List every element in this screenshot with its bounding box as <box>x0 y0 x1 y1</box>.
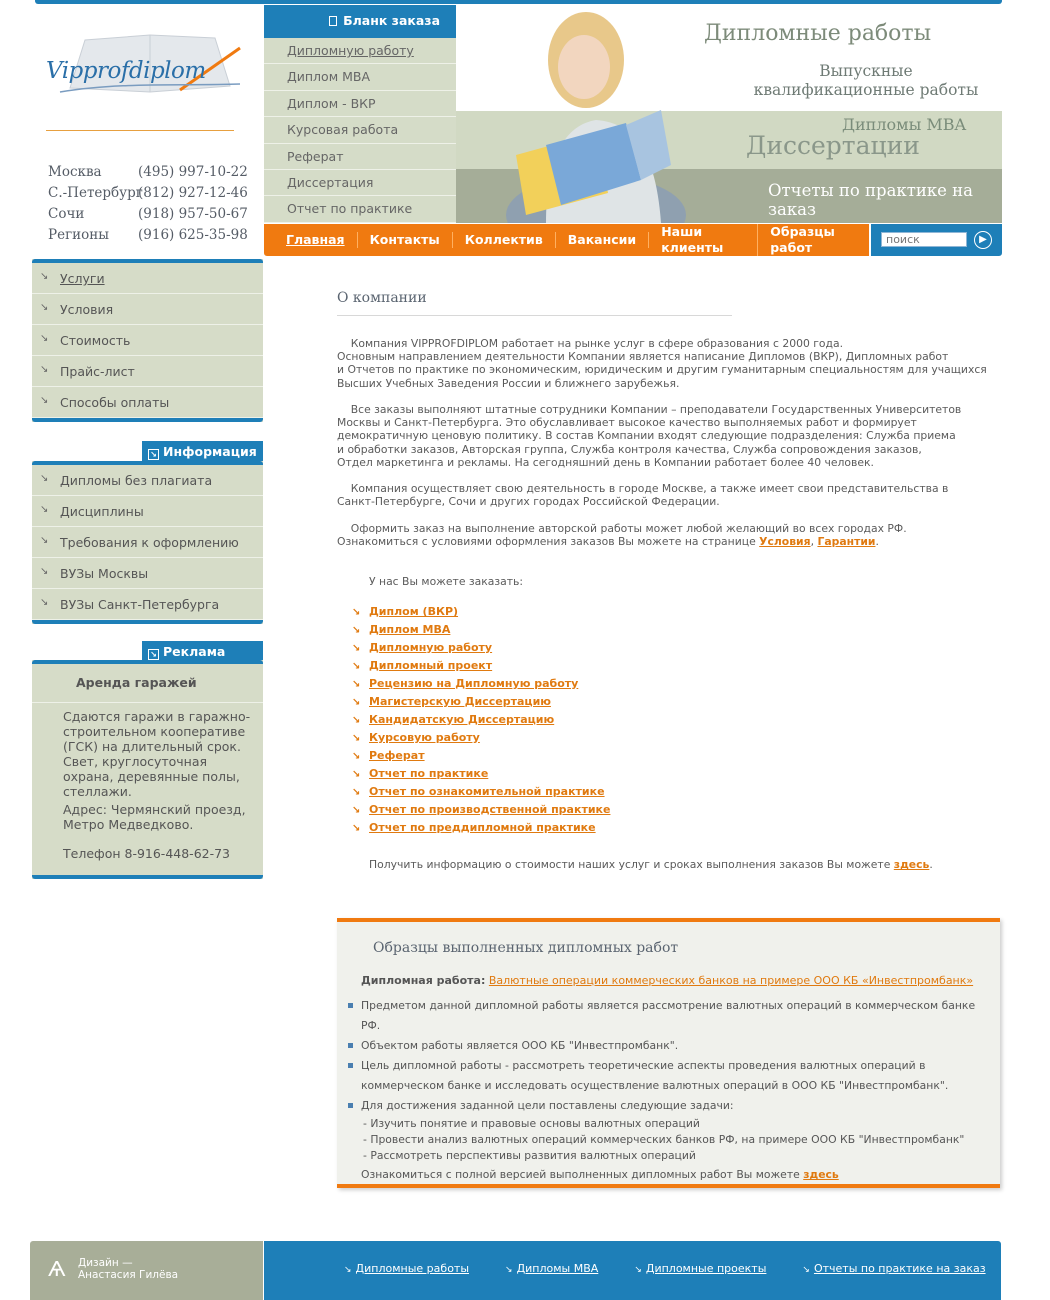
arrow-icon: ↘ <box>352 697 361 708</box>
list-item <box>352 801 610 819</box>
sidebar-item-conditions[interactable]: ↘ Условия <box>32 294 263 325</box>
arrow-icon: ↘ <box>352 625 361 636</box>
order-menu-header[interactable] <box>264 5 456 38</box>
arrow-box-icon: ↘ <box>148 449 159 460</box>
sidebar-item-pricelist[interactable]: ↘ Прайс-лист <box>32 356 263 387</box>
banner-reports: Отчеты по практике на заказ <box>768 181 974 219</box>
order-link[interactable]: Отчет по производственной практике <box>369 803 611 816</box>
order-item[interactable]: Дипломную работу <box>264 38 456 64</box>
list-item <box>352 729 610 747</box>
order-item[interactable]: Диплом MBA <box>264 64 456 90</box>
list-item <box>352 639 610 657</box>
order-link[interactable]: Отчет по преддипломной практике <box>369 821 596 834</box>
bullet-icon <box>348 1063 353 1068</box>
list-item <box>352 693 610 711</box>
banner-mba: Дипломы MBA <box>842 115 967 134</box>
order-item[interactable]: Реферат <box>264 144 456 170</box>
bullet-icon <box>348 1003 353 1008</box>
samples-box <box>337 918 1000 1188</box>
contact-row <box>48 162 248 183</box>
footer-link[interactable]: ↘ Отчеты по практике на заказ <box>802 1262 986 1275</box>
order-menu <box>264 5 456 223</box>
sidebar-item-info[interactable]: ↘ Дисциплины <box>32 496 263 527</box>
contact-phone: (495) 997-10-22 <box>138 164 248 180</box>
nav-vacancies[interactable]: Вакансии <box>556 232 649 248</box>
arrow-icon: ↘ <box>352 643 361 654</box>
logo-divider <box>46 130 234 131</box>
main-nav <box>264 224 869 256</box>
order-link[interactable]: Рецензию на Дипломную работу <box>369 677 579 690</box>
info-header-title: Информация <box>163 444 257 459</box>
order-link[interactable]: Реферат <box>369 749 425 762</box>
title-divider <box>337 315 732 316</box>
samples-title: Образцы выполненных дипломных работ <box>373 940 679 956</box>
list-item <box>352 621 610 639</box>
designer-logo-icon: Ѧ <box>48 1257 66 1281</box>
order-link[interactable]: Дипломный проект <box>369 659 493 672</box>
arrow-icon: ↘ <box>352 787 361 798</box>
nav-home[interactable]: Главная <box>274 232 358 248</box>
arrow-icon: ↘ <box>634 1265 642 1275</box>
list-item <box>352 603 610 621</box>
sample-details <box>347 996 997 1164</box>
order-link[interactable]: Магистерскую Диссертацию <box>369 695 551 708</box>
order-link[interactable]: Диплом MBA <box>369 623 451 636</box>
top-accent-bar <box>35 0 1002 4</box>
order-item[interactable]: Диссертация <box>264 170 456 196</box>
order-item[interactable]: Курсовая работа <box>264 117 456 143</box>
list-item <box>352 819 610 837</box>
arrow-icon: ↘ <box>352 805 361 816</box>
side-bottom-bar <box>32 875 263 879</box>
task-item: - Провести анализ валютных операций коммерческих банков РФ, на примере ООО КБ "Инвестпромбанк" <box>363 1133 965 1146</box>
bullet-icon <box>348 1043 353 1048</box>
about-paragraph-1: Компания VIPPROFDIPLOM работает на рынке услуг в сфере образования с 2000 года. Основным направлением деятельности Компании является написание Дипломов (ВКР), Дипломных работ и Отчетов по практике по экономическим, юридическим и другим гуманитарным специальностям для учащихся Высших Учебных Заведения России и ближнего зарубежья. <box>337 337 987 390</box>
footer-credits <box>30 1241 263 1300</box>
contact-phone: (812) 927-12-46 <box>138 185 248 201</box>
student-photo <box>476 5 706 223</box>
price-info: Получить информацию о стоимости наших услуг и сроках выполнения заказов Вы можете здесь. <box>369 858 933 871</box>
sample-work <box>361 974 973 987</box>
arrow-icon: ↘ <box>40 504 49 515</box>
nav-samples[interactable]: Образцы работ <box>770 224 835 255</box>
price-link[interactable]: здесь <box>893 858 930 871</box>
designer-credit[interactable]: Дизайн — Анастасия Гилёва <box>78 1257 179 1281</box>
ad-text: Сдаются гаражи в гаражно-строительном кооперативе (ГСК) на длительный срок. Свет, круглосуточная охрана, деревянные полы, стеллажи. <box>63 709 251 799</box>
arrow-icon: ↘ <box>344 1265 352 1275</box>
arrow-icon: ↘ <box>40 566 49 577</box>
arrow-icon: ↘ <box>352 733 361 744</box>
nav-clients[interactable]: Наши клиенты <box>649 224 758 256</box>
contact-city: Москва <box>48 164 102 180</box>
ad-address: Адрес: Чермянский проезд, Метро Медведково. <box>63 802 246 832</box>
banner-title: Дипломные работы <box>704 21 932 46</box>
arrow-icon: ↘ <box>352 751 361 762</box>
bullet-icon <box>348 1103 353 1108</box>
order-link[interactable]: Отчет по ознакомительной практике <box>369 785 605 798</box>
banner-subtitle <box>746 62 986 100</box>
arrow-icon: ↘ <box>352 769 361 780</box>
footer-link[interactable]: ↘ Дипломы MBA <box>505 1262 599 1275</box>
logo[interactable] <box>40 30 250 110</box>
list-item <box>352 747 610 765</box>
list-item <box>352 783 610 801</box>
contact-phone: (916) 625-35-98 <box>138 227 248 243</box>
logo-text: Vipprofdiplom <box>46 58 206 84</box>
side-bottom-bar <box>32 620 263 624</box>
list-item <box>352 765 610 783</box>
about-paragraph-4: Оформить заказ на выполнение авторской работы может любой желающий во всех городах РФ. Ознакомиться с условиями оформления заказов Вы можете на странице Условия, Гарантии. <box>337 522 907 549</box>
order-item[interactable]: Диплом - ВКР <box>264 91 456 117</box>
samples-footer: Ознакомиться с полной версией выполненных дипломных работ Вы можете здесь <box>361 1168 839 1181</box>
search-input[interactable] <box>881 232 967 247</box>
contact-city: Сочи <box>48 206 85 222</box>
services-menu <box>32 259 263 422</box>
list-item: Для достижения заданной цели поставлены следующие задачи: <box>347 1096 997 1116</box>
task-item: - Рассмотреть перспективы развития валютных операций <box>363 1149 696 1162</box>
sidebar-item-cost[interactable]: ↘ Стоимость <box>32 325 263 356</box>
footer-link[interactable]: ↘ Дипломные проекты <box>634 1262 767 1275</box>
order-link[interactable]: Диплом (ВКР) <box>369 605 459 618</box>
arrow-box-icon: ↘ <box>148 649 159 660</box>
contact-city: С.-Петербург <box>48 185 143 201</box>
order-link[interactable]: Дипломную работу <box>369 641 493 654</box>
banner-subtitle-line: Выпускные <box>819 62 913 80</box>
arrow-icon: ↘ <box>40 333 49 344</box>
order-list <box>352 603 610 837</box>
ads-header-title: Реклама <box>163 644 226 659</box>
list-item: Цель дипломной работы - рассмотреть теоретические аспекты проведения валютных операций в коммерческом банке и исследовать осуществление валютных операций в ООО КБ "Инвестпромбанк". <box>347 1056 997 1096</box>
arrow-icon: ↘ <box>40 535 49 546</box>
arrow-icon: ↘ <box>352 607 361 618</box>
ad-phone: Телефон 8-916-448-62-73 <box>63 846 231 861</box>
footer-links <box>264 1241 1001 1300</box>
arrow-icon: ↘ <box>352 715 361 726</box>
list-item <box>352 675 610 693</box>
about-paragraph-3: Компания осуществляет свою деятельность в городе Москве, а также имеет свои представительства в Санкт-Петербурге, Сочи и других городах Российской Федерации. <box>337 482 949 509</box>
info-menu <box>32 461 263 624</box>
ad-title: Аренда гаражей <box>32 664 263 703</box>
page-title: О компании <box>337 290 427 306</box>
contact-row <box>48 204 248 225</box>
nav-contacts[interactable]: Контакты <box>358 232 453 248</box>
side-bottom-bar <box>32 418 263 422</box>
search-go-arrow-icon[interactable]: ▶ <box>974 231 992 249</box>
arrow-icon: ↘ <box>40 271 49 282</box>
arrow-icon: ↘ <box>802 1265 810 1275</box>
list-item <box>352 711 610 729</box>
link-guarantees[interactable]: Гарантии <box>817 535 876 549</box>
info-header <box>142 441 263 462</box>
order-intro: У нас Вы можете заказать: <box>369 575 524 588</box>
task-item: - Изучить понятие и правовые основы валютных операций <box>363 1117 700 1130</box>
sidebar-item-info[interactable]: ↘ ВУЗы Москвы <box>32 558 263 589</box>
arrow-icon: ↘ <box>505 1265 513 1275</box>
nav-team[interactable]: Коллектив <box>453 232 556 248</box>
arrow-icon: ↘ <box>40 364 49 375</box>
about-paragraph-2: Все заказы выполняют штатные сотрудники Компании – преподаватели Государственных Университетов Москвы и Санкт-Петербурга. Это обуславливает высокое качество выполняемых работ и формирует демократичную ценовую политику. В состав Компании входят следующие подразделения: Служба приема и обработки заказов, Авторская группа, Служба контроля качества, Служба сопровождения заказов, Отдел маркетинга и рекламы. На сегодняшний день в Компании работает более 40 человек. <box>337 403 962 469</box>
contact-phone: (918) 957-50-67 <box>138 206 248 222</box>
order-link[interactable]: Отчет по практике <box>369 767 489 780</box>
order-menu-title: Бланк заказа <box>343 13 440 28</box>
list-item <box>352 657 610 675</box>
sidebar-item-info[interactable]: ↘ Требования к оформлению <box>32 527 263 558</box>
arrow-icon: ↘ <box>40 473 49 484</box>
banner-dissertations: Диссертации <box>746 131 920 160</box>
arrow-icon: ↘ <box>40 597 49 608</box>
ads-header <box>142 641 263 662</box>
order-link[interactable]: Курсовую работу <box>369 731 480 744</box>
link-conditions[interactable]: Условия <box>759 535 811 549</box>
banner-subtitle-line: квалификационные работы <box>753 81 979 99</box>
arrow-icon: ↘ <box>352 661 361 672</box>
arrow-icon: ↘ <box>40 302 49 313</box>
arrow-icon: ↘ <box>352 679 361 690</box>
document-icon <box>329 16 337 26</box>
contact-row <box>48 225 248 246</box>
sidebar-item-info[interactable]: ↘ ВУЗы Санкт-Петербурга <box>32 589 263 620</box>
list-item: Объектом работы является ООО КБ "Инвестпромбанк". <box>347 1036 997 1056</box>
footer-link[interactable]: ↘ Дипломные работы <box>344 1262 470 1275</box>
contact-city: Регионы <box>48 227 110 243</box>
list-item: Предметом данной дипломной работы является рассмотрение валютных операций в коммерческом банке РФ. <box>347 996 997 1036</box>
samples-link[interactable]: здесь <box>803 1168 839 1181</box>
contact-row <box>48 183 248 204</box>
sample-work-link[interactable]: Валютные операции коммерческих банков на примере ООО КБ «Инвестпромбанк» <box>488 974 974 987</box>
sidebar-item-info[interactable]: ↘ Дипломы без плагиата <box>32 465 263 496</box>
sidebar-item-payment[interactable]: ↘ Способы оплаты <box>32 387 263 418</box>
sample-work-label: Дипломная работа: <box>361 974 486 987</box>
search-box <box>871 224 1002 256</box>
order-link[interactable]: Кандидатскую Диссертацию <box>369 713 555 726</box>
arrow-icon: ↘ <box>40 395 49 406</box>
ad-body <box>32 703 263 875</box>
contacts <box>48 162 248 246</box>
order-item[interactable]: Отчет по практике <box>264 196 456 222</box>
banner <box>456 5 1002 223</box>
sidebar-item-services[interactable]: ↘ Услуги <box>32 263 263 294</box>
arrow-icon: ↘ <box>352 823 361 834</box>
ads-box <box>32 660 263 879</box>
